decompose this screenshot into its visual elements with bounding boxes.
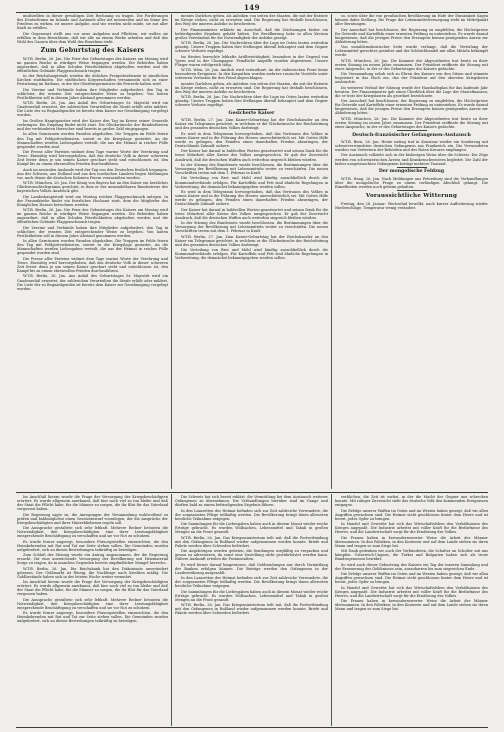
paragraph: W.T.B. Berlin, 26. Jan. Die Nachrichten über die Lage im Osten lauten weiterhin günstig. Unsere Truppen haben ihre Stellungen überall behauptet und dem Gegner schwere Verluste zugefügt. [175, 41, 328, 54]
paragraph: Die Regierung sagte zu, die Anregungen der Versammlung wohlwollend zu prüfen und baldmöglichst einen Gesetzentwurf vorzulegen, der die Ansprüche der Kriegsbeschädigten und ihrer Hinterbliebenen regeln soll. [17, 512, 168, 525]
paragraph: Die Verteilung von Brot und Mehl wird künftig ausschließlich durch die Kommunalverbände erfolgen. Für Kartoffeln und Fett sind ähnliche Regelungen in Vorbereitung, die demnächst bekanntgegeben werden sollen. [175, 176, 328, 189]
divider [78, 45, 108, 46]
paragraph: W.T.B. Berlin, 26. Jan. Aus Anlaß des Geburtstages Sr. Majestät wird ein Gnadenerlaß erwartet, der zahlreichen Verurteilten die Strafe erläßt oder mildert. Die Liste der zu Begnadigenden ist bereits dem Kaiser zur Genehmigung vorgelegt worden. [17, 274, 168, 291]
paragraph: Der Ausschuß hat beschlossen, der Regierung zu empfehlen, die Höchstpreise für Getreide und Kartoffeln einer erneuten Prüfung zu unterziehen. Es wurde darauf hingewiesen, daß die jetzigen Preise den Erzeugern keinen genügenden Anreiz zur Ablieferung böten. [335, 27, 488, 44]
paragraph: Der Finanzminister erklärte im Ausschuß, daß die Zeichnungen bisher ein befriedigendes Ergebnis gehabt hätten. Die Bevölkerung habe in allen Kreisen großes Verständnis für die Notwendigkeit der Anleihe gezeigt. [175, 27, 328, 40]
section-rule [16, 492, 488, 493]
paragraph: W.T.B. München, 26. Jan. Der König von Bayern hat an den Kaiser ein herzliches Glückwunschtelegramm gerichtet, in dem er der unwandelbaren Bundestreue des bayerischen Volkes Ausdruck gibt. [17, 181, 168, 194]
section-heading-mongolisch: Der mongolische Feldzug [378, 169, 445, 175]
paragraph: W.T.B. Berlin, 26. Jan. Die Feier des Geburtstages des Kaisers am Montag wird im ganzen Reiche in würdiger Weise begangen werden. Die Behörden haben angeordnet, daß in allen Schulen Feierlichkeiten abgehalten werden und die öffentlichen Gebäude Flaggenschmuck tragen. [17, 56, 168, 73]
bottom-column-3 [335, 495, 488, 726]
paragraph: Die Aussprache gestaltete sich sehr lebhaft. Mehrere Redner betonten die Notwendigkeit, den Kriegsbeschädigten eine ihrer Leistungsfähigkeit entsprechende Beschäftigung zu verschaffen und sie vor Not zu schützen. [17, 597, 168, 610]
paragraph: Die Gegenwart stellt uns vor neue Aufgaben und Pflichten; wir wollen sie erfüllen in dem Bewußtsein, daß wir alle an einem Werke arbeiten und daß das Wohl des Ganzen über dem Wohl des Einzelnen steht. [17, 31, 168, 44]
divider [237, 109, 267, 110]
paragraph: Die Aussprache gestaltete sich sehr lebhaft. Mehrere Redner betonten die Notwendigkeit, den Kriegsbeschädigten eine ihrer Leistungsfähigkeit entsprechende Beschäftigung zu verschaffen und sie vor Not zu schützen. [17, 526, 168, 539]
paragraph: Die Presse aller Parteien widmet dem Tage warme Worte der Verehrung und Treue. Einmütig wird hervorgehoben, daß das deutsche Volk in dieser schweren Zeit fester denn je um seinen Kaiser geschart steht und entschlossen ist, den Kampf bis zu einem ehrenvollen Frieden durchzuführen. [17, 256, 168, 274]
paragraph: Der Ausschuß hat beschlossen, der Regierung zu empfehlen, die Höchstpreise für Getreide und Kartoffeln einer erneuten Prüfung zu unterziehen. Es wurde darauf hingewiesen, daß die jetzigen Preise den Erzeugern keinen genügenden Anreiz zur Ablieferung böten. [335, 99, 488, 116]
paragraph: Die Vereine und Verbände haben ihre Mitglieder aufgefordert, den Tag in schlichter, der ernsten Zeit entsprechender Weise zu begehen. Von lauten Festlichkeiten soll in diesem Jahre Abstand genommen werden. [17, 87, 168, 100]
paragraph: mentes Darlehen geben, als Anleihen von seiten der Staaten, die mit der Entente im Kriege stehen, nicht zu erwarten sind. Die Regierung hat deshalb beschlossen, den Weg der inneren Anleihe zu beschreiten. [175, 14, 328, 27]
divider [397, 167, 427, 168]
paragraph: Im Anschluß hieran wurde die Frage der Versorgung der Kriegsbeschädigten erörtert. Es wurde allgemein anerkannt, daß hier noch viel zu tun bleibe und daß der Staat die Pflicht habe, für die Männer zu sorgen, die ihr Blut für das Vaterland vergossen haben. [17, 495, 168, 512]
paragraph: W.T.B. Berlin, 26. Jan. Die Nachrichten über die Lage im Osten lauten weiterhin günstig. Unsere Truppen haben ihre Stellungen überall behauptet und dem Gegner schwere Verluste zugefügt. [175, 95, 328, 108]
paragraph: So wird auch dieser Geburtstag des Kaisers ein Tag der inneren Sammlung und der Erneuerung des Gelöbnisses sein, auszuharren bis zum siegreichen Ende. [335, 562, 488, 571]
paragraph: W.T.B. Berlin, 26. Jan. Die Feier des Geburtstages des Kaisers am Montag wird im ganzen Reiche in würdiger Weise begangen werden. Die Behörden haben angeordnet, daß in allen Schulen Feierlichkeiten abgehalten werden und die öffentlichen Gebäude Flaggenschmuck tragen. [17, 208, 168, 225]
paragraph: Der Kaiser hat darauf in huldvollen Worten geantwortet und seinen Dank für die treue Mitarbeit aller Kreise des Volkes ausgesprochen. Er gab der Zuversicht Ausdruck, daß die deutschen Waffen auch weiterhin siegreich bleiben würden. [175, 149, 328, 162]
paragraph: W.T.B. Berlin, 26. Jan. Das Kriegsministerium teilt mit, daß die Postverbindung mit den Gefangenen in Rußland wieder aufgenommen werden konnte. Briefe und Pakete werden über Schweden befördert. [175, 603, 328, 616]
paragraph: In den Lazaretten der Heimat befinden sich zur Zeit zahlreiche Verwundete, die der sorgsamsten Pflege teilhaftig werden. Die Bevölkerung bringt ihnen allerorten herzliche Teilnahme entgegen. [175, 508, 328, 521]
section-heading-kaiser: Zum Geburtstag des Kaisers [40, 47, 145, 55]
bottom-column-1 [17, 495, 168, 726]
paragraph: Es wird in dem Telegramm hervorgehoben, daß das Vertrauen des Volkes in seinen Kaiser und in die Führung des Heeres unerschütterlich sei. Mit Gottes Hilfe werde es gelingen, den Feinden einen dauerhaften Frieden abzuringen, der Deutschlands Zukunft sichere. [175, 190, 328, 207]
paragraph: W.T.B. München, 26. Jan. Die Kammer der Abgeordneten trat heute zu ihrer ersten Sitzung im neuen Jahre zusammen. Der Präsident eröffnete die Sitzung mit einer Ansprache, in der er des Geburtstages des Kaisers gedachte. [335, 58, 488, 71]
paragraph: Die Sammlungen für die Liebesgaben haben auch in diesem Monat wieder reiche Erträge gebracht. Es wurden Wollsachen, Lebensmittel und Tabak in großen Mengen an die Front gesandt. [175, 589, 328, 602]
paragraph: W.T.B. Bern, 26. Jan. Heute mittag traf in Konstanz wieder ein Sonderzug mit schwerverwundeten deutschen Gefangenen aus Frankreich ein. Die Verwundeten wurden von Vertretern der Behörden und des Roten Kreuzes empfangen. [335, 139, 488, 153]
divider [397, 190, 427, 191]
paragraph: Es wurde ferner angeregt, besondere Fürsorgestellen einzurichten, die den Heimkehrenden mit Rat und Tat zur Seite stehen sollen. Die Gemeinden wurden aufgefordert, sich an diesen Bestrebungen tatkräftig zu beteiligen. [17, 611, 168, 624]
paragraph: In allen Garnisonen werden Paraden abgehalten. Die Truppen im Felde feiern den Tag mit Feldgottesdiensten, soweit es die Kriegslage gestattet. An die Mannschaften werden Liebesgaben verteilt, die aus der Heimat in reicher Fülle gespendet worden sind. [17, 239, 168, 256]
paragraph: Die Vereine und Verbände haben ihre Mitglieder aufgefordert, den Tag in schlichter, der ernsten Zeit entsprechender Weise zu begehen. Von lauten Festlichkeiten soll in diesem Jahre Abstand genommen werden. [17, 225, 168, 238]
paragraph: Die Presse aller Parteien widmet dem Tage warme Worte der Verehrung und Treue. Einmütig wird hervorgehoben, daß das deutsche Volk in dieser schweren Zeit fester denn je um seinen Kaiser geschart steht und entschlossen ist, den Kampf bis zu einem ehrenvollen Frieden durchzuführen. [17, 150, 168, 167]
paragraph: W.T.B. Berlin, 26. Jan. Das Kriegsministerium teilt mit, daß die Postverbindung mit den Gefangenen in Rußland wieder aufgenommen werden konnte. Briefe und Pakete werden über Schweden befördert. [175, 535, 328, 548]
paragraph: Die Landeshauptstadt wird am Montag reichen Flaggenschmuck anlegen. In der Frauenkirche findet ein feierliches Hochamt statt, dem die Mitglieder des Königlichen Hauses beiwohnen werden. [17, 194, 168, 207]
paragraph: mußstellten in dieser gewaltigen Zeit Rechnung zu tragen. Die Forderungen des Deutschtums im Inlande und Auslande aller Art mitzuteilen und im Sinne des Friedens zu wirken, ist unsere Aufgabe, und wir werden nicht müde, sie mit aller Kraft zu erfüllen. [17, 14, 168, 31]
paragraph: Die Erfolge unserer Waffen im Osten und im Westen haben gezeigt, daß wir allen Angriffen gewachsen sind. Die Heimat steht geschlossen hinter dem Heere und ist bereit, jedes Opfer zu bringen. [335, 572, 488, 585]
section-heading-gesicherte: Gesicherte Kaiser [228, 110, 275, 116]
paragraph: In der Sitzung des Bundesrats wurde beschlossen, die Bestimmungen über die Versorgung der Bevölkerung mit Lebensmitteln weiter zu verschärfen. Die neuen Vorschriften treten mit dem 1. Februar in Kraft. [175, 221, 328, 234]
paragraph: Es wurde ferner angeregt, besondere Fürsorgestellen einzurichten, die den Heimkehrenden mit Rat und Tat zur Seite stehen sollen. Die Gemeinden wurden aufgefordert, sich an diesen Bestrebungen tatkräftig zu beteiligen. [17, 539, 168, 552]
paragraph: W.T.B. Berlin, 26. Jan. Aus Anlaß des Geburtstages Sr. Majestät wird ein Gnadenerlaß erwartet, der zahlreichen Verurteilten die Strafe erläßt oder mildert. Die Liste der zu Begnadigenden ist bereits dem Kaiser zur Genehmigung vorgelegt worden. [17, 101, 168, 118]
paragraph: Im Westen herrschte lebhafte Artillerietätigkeit, besonders in der Gegend von Ypern und in der Champagne. Feindliche Angriffe wurden abgewiesen. Unsere Flieger waren erfolgreich tätig. [175, 54, 328, 67]
section-heading-witterung: Voraussichtliche Witterung [365, 193, 458, 200]
section-heading-austausch: Deutsch-französischer Gefangenen-Austausch [352, 132, 471, 138]
column-divider-4 [331, 494, 332, 726]
column-2 [175, 14, 328, 490]
paragraph: Der Austausch vollzieht sich in der bisherigen Weise über die Schweiz. Die Züge werden von schweizerischen Ärzten und Krankenschwestern begleitet. Die Zahl der bisher ausgetauschten Gefangenen beträgt mehrere Tausend. [335, 153, 488, 166]
paragraph: W.T.B. Berlin, 26. Jan. Die Reichsbank hat den Diskontsatz unverändert gelassen. Der Geldmarkt ist flüssig, die Nachfrage nach Krediten mäßig. Die Goldbestände haben sich in der letzten Woche weiter vermehrt. [17, 566, 168, 579]
paragraph: W.T.B. Berlin, 27. Jan. Zum Kaiser-Geburtstag hat der Reichskanzler an den Kaiser ein Telegramm gerichtet, in welchem er die Glückwünsche der Reichsleitung und des gesamten deutschen Volkes darbringt. [175, 234, 328, 247]
paragraph: Es wird ferner darauf hingewiesen, daß Geldsendungen nur durch Vermittlung der Banken erfolgen können. Die Beträge werden den Gefangenen in der Landeswährung ausgezahlt. [175, 562, 328, 575]
paragraph: In Handel und Gewerbe hat sich das Wirtschaftsleben den Verhältnissen des Krieges angepaßt. Die Industrie arbeitet mit voller Kraft für die Bedürfnisse des Heeres, und die Landwirtschaft sorgt für die Ernährung des Volkes. [335, 585, 488, 598]
paragraph: Von sozialdemokratischer Seite wurde verlangt, daß die Verteilung der Lebensmittel gerechter gestaltet und der Schleichhandel mit allen Mitteln bekämpft werde. [335, 45, 488, 58]
column-1 [17, 14, 168, 490]
top-rule [16, 12, 488, 13]
paragraph: In der Sitzung des Bundesrats wurde beschlossen, die Bestimmungen über die Versorgung der Bevölkerung mit Lebensmitteln weiter zu verschärfen. Die neuen Vorschriften treten mit dem 1. Februar in Kraft. [175, 162, 328, 176]
paragraph: so, sowie über die von preußischen Bevölkerung im Hofe der Einsamkeit Sagen können dabei Stellung. Die Frage der Lebensmittelversorgung steht im Mittelpunkt aller Beratungen. [335, 14, 488, 27]
paragraph: Der Kaiser hat darauf in huldvollen Worten geantwortet und seinen Dank für die treue Mitarbeit aller Kreise des Volkes ausgesprochen. Er gab der Zuversicht Ausdruck, daß die deutschen Waffen auch weiterhin siegreich bleiben würden. [175, 207, 328, 220]
paragraph: mentes Darlehen geben, als Anleihen von seiten der Staaten, die mit der Entente im Kriege stehen, nicht zu erwarten sind. Die Regierung hat deshalb beschlossen, den Weg der inneren Anleihe zu beschreiten. [175, 81, 328, 94]
divider [397, 130, 427, 131]
paragraph: Die Verteilung von Brot und Mehl wird künftig ausschließlich durch die Kommunalverbände erfolgen. Für Kartoffeln und Fett sind ähnliche Regelungen in Vorbereitung, die demnächst bekanntgegeben werden sollen. [175, 248, 328, 261]
paragraph: W.T.B. Wien, 26. Jan. Amtlich wird verlautbart: An der italienischen Front keine besonderen Ereignisse. In den Karpathen wurden mehrere russische Vorstöße unter schweren Verlusten für den Feind abgeschlagen. [175, 68, 328, 81]
paragraph: Auch im neutralen Auslande wird der Tag von den Deutschen festlich begangen. Aus der Schweiz, aus Holland und aus den nordischen Ländern liegen Meldungen vor, nach denen die deutschen Kolonien Feiern veranstalten werden. [17, 167, 168, 180]
paragraph: W.T.B. Haag, 26. Jan. Nach Meldungen aus Petersburg sind die Verhandlungen über die mongolische Frage zu einem vorläufigen Abschluß gelangt. Die Einzelheiten werden noch geheim gehalten. [335, 176, 488, 189]
paragraph: W.T.B. München, 26. Jan. Die Kammer der Abgeordneten trat heute zu ihrer ersten Sitzung im neuen Jahre zusammen. Der Präsident eröffnete die Sitzung mit einer Ansprache, in der er des Geburtstages des Kaisers gedachte. [335, 116, 488, 129]
paragraph: verblichen, die Zeit ist vorbei, in der die Macht der Gegner uns schrecken konnte. Mit ruhiger Zuversicht sieht das deutsche Volk den kommenden Ereignissen entgegen. [335, 495, 488, 508]
paragraph: Freitag, den 28. Januar: Wechselnd bewölkt, nach kurzer Aufheiterung wieder Niederschläge, Temperatur wenig verändert. [335, 201, 488, 210]
paragraph: In der Reichshauptstadt werden die üblichen Festgottesdienste in sämtlichen Kirchen stattfinden. Die städtischen Körperschaften versammeln sich zu einer Festsitzung im Rathaus, in der der Oberbürgermeister die Festrede halten wird. [17, 74, 168, 87]
paragraph: W.T.B. Berlin, 27. Jan. Zum Kaiser-Geburtstag hat der Reichskanzler an den Kaiser ein Telegramm gerichtet, in welchem er die Glückwünsche der Reichsleitung und des gesamten deutschen Volkes darbringt. [175, 118, 328, 131]
paragraph: Im Großen Hauptquartier wird der Kaiser den Tag im Kreise seiner Generale verbringen. Ein Empfang findet nicht statt. Die Glückwünsche der Bundesfürsten und der verbündeten Herrscher sind bereits in großer Zahl eingegangen. [17, 118, 168, 132]
paragraph: Die Versammlung erhob sich zu Ehren des Kaisers von den Sitzen und stimmte begeistert in das Hoch ein, das der Präsident auf den obersten Kriegsherrn ausbrachte. [335, 72, 488, 85]
paragraph: Im weiteren Verlauf der Sitzung wurde der Haushaltsplan für das laufende Jahr beraten. Der Finanzminister gab einen Überblick über die Lage der Staatsfinanzen, die er trotz der Kriegslasten als geordnet bezeichnete. [335, 85, 488, 98]
paragraph: Die Frauen haben in bewundernswerter Weise die Arbeit der Männer übernommen. In den Fabriken, in den Kontoren und auf dem Lande stehen sie ihren Mann und tragen so zum Siege bei. [335, 599, 488, 612]
column-divider-1 [171, 14, 172, 489]
column-divider-2 [331, 14, 332, 489]
paragraph: Die Schweiz hat sich bereit erklärt, die Vermittlung bei dem Austausch weiterer Gefangenen zu übernehmen. Die Verhandlungen hierüber sind im Gange und dürften bald zu einem befriedigenden Ergebnis führen. [175, 495, 328, 508]
paragraph: In Handel und Gewerbe hat sich das Wirtschaftsleben den Verhältnissen des Krieges angepaßt. Die Industrie arbeitet mit voller Kraft für die Bedürfnisse des Heeres, und die Landwirtschaft sorgt für die Ernährung des Volkes. [335, 522, 488, 535]
paragraph: Mit Dank gedenken wir auch der Verbündeten, die Schulter an Schulter mit uns kämpfen. Österreich-Ungarn, die Türkei und Bulgarien haben sich als treue Bundesgenossen bewährt. [335, 549, 488, 562]
paragraph: Die Angehörigen werden gebeten, die Sendungen sorgfältig zu verpacken und genau zu adressieren, da sonst eine Zustellung nicht gewährleistet werden kann. Nähere Auskunft erteilen die Postanstalten. [175, 549, 328, 562]
paragraph: Im Anschluß hieran wurde die Frage der Versorgung der Kriegsbeschädigten erörtert. Es wurde allgemein anerkannt, daß hier noch viel zu tun bleibe und daß der Staat die Pflicht habe, für die Männer zu sorgen, die ihr Blut für das Vaterland vergossen haben. [17, 580, 168, 597]
bottom-column-2 [175, 495, 328, 726]
column-3 [335, 14, 488, 490]
page-number: 149 [243, 3, 261, 12]
bottom-rule [16, 727, 488, 728]
paragraph: Es wird in dem Telegramm hervorgehoben, daß das Vertrauen des Volkes in seinen Kaiser und in die Führung des Heeres unerschütterlich sei. Mit Gottes Hilfe werde es gelingen, den Feinden einen dauerhaften Frieden abzuringen, der Deutschlands Zukunft sichere. [175, 131, 328, 148]
paragraph: In allen Garnisonen werden Paraden abgehalten. Die Truppen im Felde feiern den Tag mit Feldgottesdiensten, soweit es die Kriegslage gestattet. An die Mannschaften werden Liebesgaben verteilt, die aus der Heimat in reicher Fülle gespendet worden sind. [17, 132, 168, 149]
paragraph: Zum Schluß der Sitzung wurde ein Antrag angenommen, der die Regierung ersucht, für eine ausreichende Versorgung der Bevölkerung mit Heizmaterial Sorge zu tragen, da in manchen Gegenden bereits empfindlicher Mangel herrsche. [17, 553, 168, 566]
column-divider-3 [171, 494, 172, 726]
paragraph: Die Sammlungen für die Liebesgaben haben auch in diesem Monat wieder reiche Erträge gebracht. Es wurden Wollsachen, Lebensmittel und Tabak in großen Mengen an die Front gesandt. [175, 522, 328, 535]
paragraph: In den Lazaretten der Heimat befinden sich zur Zeit zahlreiche Verwundete, die der sorgsamsten Pflege teilhaftig werden. Die Bevölkerung bringt ihnen allerorten herzliche Teilnahme entgegen. [175, 576, 328, 589]
paragraph: Die Frauen haben in bewundernswerter Weise die Arbeit der Männer übernommen. In den Fabriken, in den Kontoren und auf dem Lande stehen sie ihren Mann und tragen so zum Siege bei. [335, 535, 488, 548]
paragraph: Die Erfolge unserer Waffen im Osten und im Westen haben gezeigt, daß wir allen Angriffen gewachsen sind. Die Heimat steht geschlossen hinter dem Heere und ist bereit, jedes Opfer zu bringen. [335, 508, 488, 521]
